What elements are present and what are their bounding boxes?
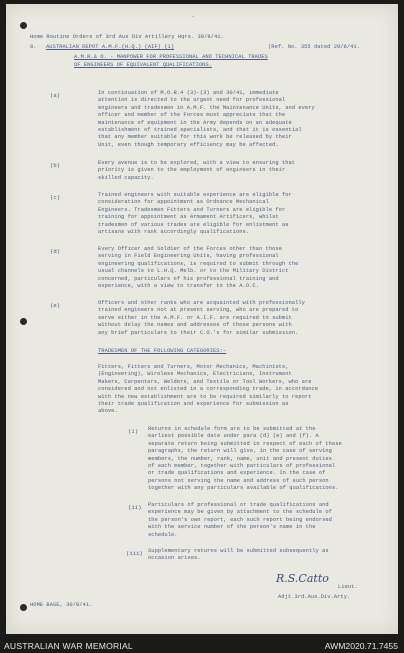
handwritten-signature: R.S.Catto: [276, 572, 329, 585]
text-line: without delay the names and addresses of those persons with: [98, 322, 292, 329]
text-line: Engineers. Tradesmen Fitters and Turners are eligible for: [98, 206, 286, 213]
text-line: with the new establishment are to be required similarly to report: [98, 393, 312, 400]
archive-footer: [0, 638, 404, 653]
subject-heading: A.M.R.& O. - MANPOWER FOR PROFESSIONAL AND TECHNICAL TRADES: [74, 54, 268, 60]
text-line: that any member suitable for this work be released by their: [98, 134, 292, 141]
text-line: concerned, particulars of his professional training and: [98, 275, 279, 282]
text-line: Fitters, Fitters and Turners, Motor Mechanics, Machinists,: [98, 364, 289, 370]
paragraph-b: [98, 160, 295, 182]
subject-heading-cont: OF ENGINEERS OF EQUIVALENT QUALIFICATIONS.: [74, 62, 212, 68]
text-line: establishment of trained specialists, and that it is essential: [98, 127, 302, 134]
paragraph-a: [98, 90, 315, 149]
text-line: occasion arises.: [148, 555, 201, 562]
text-line: tradesmen of various trades are eligible for enlistment as: [98, 221, 289, 228]
accession-number: AWM2020.71.7455: [324, 641, 398, 651]
para-label-e: (e): [50, 302, 61, 309]
paragraph-c: [98, 192, 292, 236]
text-line: together with any particulars available of qualifications.: [148, 485, 339, 492]
archive-name: AUSTRALIAN WAR MEMORIAL: [4, 641, 133, 651]
text-line: experience, with a view to transfer to the A.O.C.: [98, 283, 259, 290]
text-line: engineers and tradesmen in A.M.F. the Maintenance Units, and every: [98, 104, 315, 111]
text-line: Makers, Carpenters, Welders, and Textile or Tool Workers, who are: [98, 378, 312, 385]
text-line: considered and not enlisted in a corresponding trade, in accordance: [98, 386, 319, 393]
text-line: serve either in the A.M.F. or A.I.F. are required to submit: [98, 314, 292, 321]
place-date: HOME BASE, 30/8/41.: [30, 602, 93, 608]
reference-line: (Ref. No. 355 dated 29/8/41.: [268, 44, 360, 50]
punch-hole: [20, 318, 27, 325]
text-line: or trade qualifications and experience. In the case of: [148, 470, 326, 477]
text-line: experience may be given by attachment to the schedule of: [148, 509, 332, 516]
subitem-iii: [148, 548, 329, 563]
source-line: AUSTRALIAN DEPOT A.M.F.(H.Q.) (AIF) (1): [46, 44, 175, 50]
signatory-appointment: Adjt.3rd.Aus.Div.Arty.: [278, 594, 351, 600]
text-line: maintenance of equipment in the Army depends on an adequate: [98, 119, 292, 126]
text-line: Returns in schedule form are to be submitted at the: [148, 426, 316, 432]
subitem-ii: [148, 502, 332, 539]
text-line: serving in Field Engineering Units, having professional: [98, 253, 279, 260]
text-line: Every Officer and Soldier of the Forces other than those: [98, 246, 282, 252]
text-line: persons not serving the name and address of such person: [148, 477, 329, 484]
paragraph-d: [98, 246, 298, 290]
document-page: [6, 4, 398, 634]
text-line: Officers and other ranks who are acquainted with professionally: [98, 300, 305, 306]
text-line: members, the number, rank, name, unit and present duties: [148, 455, 332, 462]
punch-hole: [20, 22, 27, 29]
text-line: of each member, together with particulars of professional: [148, 463, 336, 470]
text-line: Supplementary returns will be submitted subsequently as: [148, 548, 329, 554]
routine-orders-line: Home Routine Orders of 3rd Aus Div Artillery Hqrs. 30/8/41.: [30, 34, 224, 40]
text-line: schedule.: [148, 531, 178, 538]
text-line: separate return being submitted in respect of each of these: [148, 440, 342, 447]
text-line: In continuation of M.O.R.4 (3)-(3) and 30/41, immediate: [98, 90, 279, 96]
text-line: engineering qualifications, is required to submit through the: [98, 260, 299, 267]
text-line: Every avenue is to be explored, with a view to ensuring that: [98, 160, 296, 166]
text-line: earliest possible date under para (d) (e) and (f). A: [148, 433, 319, 440]
item-number: 8.: [30, 44, 37, 50]
text-line: officer and member of the Forces must appreciate that the: [98, 112, 286, 119]
top-mark: -: [191, 14, 196, 22]
text-line: Trained engineers with suitable experience are eligible for: [98, 192, 292, 198]
paragraph-e: [98, 300, 305, 337]
text-line: the person's own report, each such report being endorsed: [148, 516, 332, 523]
para-label-d: (d): [50, 248, 61, 255]
text-line: attention is directed to the urgent need for professional: [98, 97, 286, 104]
text-line: (Engineering), Wireless Mechanics, Electricians, Instrument: [98, 371, 292, 378]
subitem-label-ii: (ii): [128, 504, 142, 511]
signatory-rank: Lieut.: [338, 584, 358, 590]
para-label-b: (b): [50, 162, 61, 169]
text-line: with the service number of the person's name in the: [148, 524, 316, 531]
text-line: any brief particulars to their C.O.'s for similar submission.: [98, 329, 299, 336]
text-line: their trade qualification and experience for submission as: [98, 401, 289, 408]
text-line: artisans with rank accordingly qualifications.: [98, 229, 250, 236]
text-line: trained engineers not at present serving, who are prepared to: [98, 307, 299, 314]
text-line: priority is given to the employment of engineers in their: [98, 167, 286, 174]
text-line: skilled capacity.: [98, 174, 154, 181]
subitem-label-iii: (iii): [126, 550, 143, 557]
subitem-label-i: (i): [128, 428, 139, 435]
text-line: training for appointment as Armament Artificers, whilst: [98, 214, 279, 221]
text-line: Particulars of professional or trade qualifications and: [148, 502, 329, 508]
text-line: above.: [98, 408, 118, 415]
text-line: Unit, even though temporary efficiency may be affected.: [98, 141, 279, 148]
text-line: usual channels to L.H.Q. Melb. or to the Military District: [98, 268, 289, 275]
subitem-i: [148, 426, 342, 493]
text-line: paragraphs, the return will give, in the case of serving: [148, 448, 332, 455]
trades-heading: TRADESMEN OF THE FOLLOWING CATEGORIES:-: [98, 348, 227, 354]
text-line: consideration for appointment as Ordnance Mechanical: [98, 199, 269, 206]
para-label-c: (c): [50, 194, 61, 201]
trades-paragraph: [98, 364, 318, 416]
para-label-a: (a): [50, 92, 61, 99]
punch-hole: [20, 604, 27, 611]
